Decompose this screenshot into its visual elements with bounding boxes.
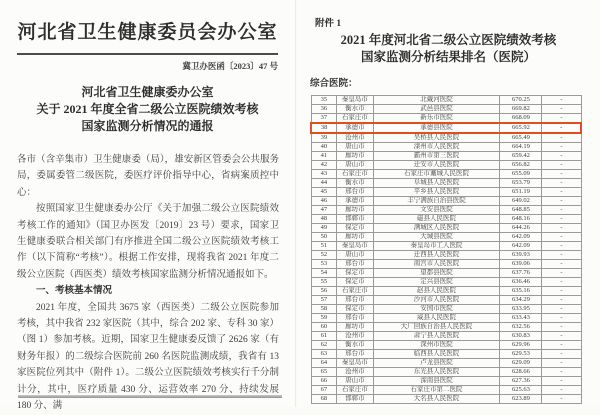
table-cell: 642.09 — [500, 242, 542, 251]
table-cell: 51 — [311, 242, 337, 251]
table-cell: - — [542, 114, 581, 124]
table-cell: 唐山市 — [337, 161, 373, 170]
table-cell: 644.26 — [500, 224, 542, 233]
table-row — [311, 260, 581, 269]
table-cell: 66 — [311, 377, 337, 386]
table-row — [311, 287, 581, 296]
table-cell: 阜城县人民医院 — [373, 179, 500, 188]
table-cell: 保定市 — [337, 224, 373, 233]
table-cell: - — [542, 386, 581, 395]
table-row — [311, 224, 581, 233]
table-cell: 625.63 — [500, 386, 542, 395]
table-row — [311, 96, 581, 105]
table-cell: - — [542, 188, 581, 197]
table-row — [311, 314, 581, 323]
table-cell: 39 — [311, 133, 337, 143]
table-cell: 37 — [311, 114, 337, 124]
table-row — [311, 386, 581, 395]
table-cell: 北戴河医院 — [373, 96, 500, 105]
attachment-page — [297, 0, 600, 407]
table-cell: 636.46 — [500, 278, 542, 287]
recipients-paragraph: 各市（含辛集市）卫生健康委（局），雄安新区管委会公共服务局，委属委管二级医院，委医疗评价指导中心，省病案质控中心： — [17, 155, 279, 198]
table-cell: 沧州市 — [337, 332, 373, 341]
table-cell: 639.93 — [500, 251, 542, 260]
ranking-table — [310, 95, 582, 404]
table-cell: 承德市 — [337, 197, 373, 206]
table-cell: 秦皇岛市 — [337, 359, 373, 368]
table-cell: 665.49 — [500, 133, 542, 143]
table-cell: 67 — [311, 386, 337, 395]
table-cell: 637.76 — [500, 269, 542, 278]
table-cell: 57 — [311, 296, 337, 305]
table-cell: 衡水市 — [337, 341, 373, 350]
table-cell: 赵县人民医院 — [373, 287, 500, 296]
table-cell: 邢台市 — [337, 260, 373, 269]
table-cell: - — [542, 197, 581, 206]
table-cell: 保定市 — [337, 278, 373, 287]
document-number: 冀卫办医函〔2023〕47 号 — [182, 61, 278, 71]
table-cell: 634.29 — [500, 296, 542, 305]
table-cell: 邢台市 — [337, 350, 373, 359]
table-cell: 东光县人民医院 — [373, 368, 500, 377]
table-cell: 邢台市 — [337, 314, 373, 323]
table-cell: 大名县人民医院 — [373, 395, 500, 404]
table-cell: 沙河市人民医院 — [373, 296, 500, 305]
table-row — [311, 251, 581, 260]
table-row — [311, 152, 581, 161]
table-row — [311, 341, 581, 350]
table-row — [311, 368, 581, 377]
table-cell: 65 — [311, 368, 337, 377]
notice-title-line: 河北省卫生健康委办公室 — [81, 85, 214, 99]
table-cell: 石家庄市第二医院 — [373, 386, 500, 395]
table-cell: 文安县医院 — [373, 206, 500, 215]
table-row — [311, 206, 581, 215]
table-row — [311, 233, 581, 242]
table-row — [311, 170, 581, 179]
table-cell: 秦皇岛市工人医院 — [373, 242, 500, 251]
table-cell: 南宫市人民医院 — [373, 260, 500, 269]
table-cell: 沧州市 — [337, 368, 373, 377]
table-row — [311, 242, 581, 251]
table-cell: 保定市 — [337, 305, 373, 314]
table-cell: 47 — [311, 206, 337, 215]
table-cell: 廊坊市 — [337, 206, 373, 215]
table-cell: 655.09 — [500, 170, 542, 179]
body-paragraph: 按照国家卫生健康委办公厅《关于加强二级公立医院绩效考核工作的通知》（国卫办医发〔2019〕23 号）要求，国家卫生健康委联合相关部门有序推进全国二级公立医院绩效考核工作（以下简称“考核”）。根据工作安排，现将我省 2021 年度二级公立医院（西医类）绩效考核国家监测分析情况通报如下。 — [17, 204, 279, 280]
table-cell: 68 — [311, 395, 337, 404]
table-cell: 望都县医院 — [373, 269, 500, 278]
table-cell: 627.36 — [500, 377, 542, 386]
table-cell: 48 — [311, 215, 337, 224]
table-cell: 肃宁县人民医院 — [373, 332, 500, 341]
table-row — [311, 305, 581, 314]
table-cell: 628.66 — [500, 368, 542, 377]
table-cell: - — [542, 224, 581, 233]
table-cell: - — [542, 377, 581, 386]
table-cell: 38 — [311, 123, 337, 133]
table-cell: 滦南县医院 — [373, 377, 500, 386]
table-cell: 45 — [311, 188, 337, 197]
table-cell: 邢台市 — [337, 296, 373, 305]
table-row — [311, 114, 581, 124]
table-cell: 沧州市 — [337, 133, 373, 143]
table-cell: - — [542, 161, 581, 170]
table-cell: 磁县人民医院 — [373, 215, 500, 224]
table-row — [311, 269, 581, 278]
table-row — [311, 179, 581, 188]
table-cell: - — [542, 233, 581, 242]
table-cell: 满城区人民医院 — [373, 224, 500, 233]
table-cell: 石家庄市 — [337, 386, 373, 395]
notice-body — [17, 152, 279, 415]
table-cell: 670.25 — [500, 96, 542, 105]
table-cell: 丰宁满族自治县医院 — [373, 197, 500, 206]
table-cell: - — [542, 287, 581, 296]
table-cell: 石家庄市 — [337, 114, 373, 124]
table-cell: 平乡县人民医院 — [373, 188, 500, 197]
table-cell: 威县人民医院 — [373, 314, 500, 323]
table-cell: - — [542, 96, 581, 105]
section-heading: 一、考核基本情况 — [36, 286, 113, 297]
table-cell: 659.42 — [500, 152, 542, 161]
attachment-title — [297, 32, 600, 66]
body-paragraph: 2021 年度，全国共 3675 家（西医类）二级公立医院参加考核，其中我省 232 家医院（其中，综合 202 家、专科 30 家）（图 1）参加考核。近期，国家卫生健康委反馈了 2626 家（有财务年报）的二级综合医院前 260 名医院监测成绩，我省有 13 家医院位列其中（附件 1）。二级公立医院绩效考核实行千分制计分，其中，医疗质量 430 分、运营效率 270 分、持续发展 180 分、满 — [17, 302, 279, 412]
table-cell: - — [542, 305, 581, 314]
table-cell: 630.83 — [500, 332, 542, 341]
table-row — [311, 197, 581, 206]
table-cell: 临西县人民医院 — [373, 350, 500, 359]
table-cell: - — [542, 395, 581, 404]
table-cell: 深州市医院 — [373, 341, 500, 350]
table-cell: 衡水市 — [337, 179, 373, 188]
notice-title-line: 国家监测分析情况的通报 — [81, 119, 214, 133]
table-cell: 648.85 — [500, 206, 542, 215]
table-cell: 定兴县医院 — [373, 278, 500, 287]
attachment-title-line: 2021 年度河北省二级公立医院绩效考核 — [340, 33, 557, 47]
table-row — [311, 215, 581, 224]
notice-page — [0, 0, 296, 412]
table-cell: 52 — [311, 251, 337, 260]
table-cell: - — [542, 359, 581, 368]
table-section-label: 综合医院： — [310, 79, 358, 89]
table-cell: - — [542, 278, 581, 287]
table-cell: 吴桥县人民医院 — [373, 133, 500, 143]
table-cell: - — [542, 105, 581, 114]
table-cell: 639.06 — [500, 260, 542, 269]
table-cell: - — [542, 260, 581, 269]
table-cell: 唐山市 — [337, 143, 373, 152]
page-footer-rule — [18, 395, 282, 398]
table-cell: 59 — [311, 314, 337, 323]
table-cell: - — [542, 296, 581, 305]
table-cell: - — [542, 242, 581, 251]
table-row — [311, 377, 581, 386]
table-cell: 50 — [311, 233, 337, 242]
table-row — [311, 296, 581, 305]
table-cell: 668.09 — [500, 114, 542, 124]
table-cell: 滦州市人民医院 — [373, 143, 500, 152]
table-cell: 41 — [311, 152, 337, 161]
attachment-label: 附件 1 — [315, 19, 342, 29]
table-cell: 53 — [311, 260, 337, 269]
table-cell: 霸州市第三医院 — [373, 152, 500, 161]
table-cell: 40 — [311, 143, 337, 152]
table-cell: 36 — [311, 105, 337, 114]
table-cell: - — [542, 123, 581, 133]
table-cell: 邢台市 — [337, 188, 373, 197]
table-cell: 669.82 — [500, 105, 542, 114]
table-cell: 秦皇岛市 — [337, 242, 373, 251]
table-cell: 保定市 — [337, 269, 373, 278]
table-row — [311, 105, 581, 114]
table-cell: 石家庄市藁城人民医院 — [373, 170, 500, 179]
table-cell: 35 — [311, 96, 337, 105]
table-cell: 44 — [311, 179, 337, 188]
table-cell: 承德市 — [337, 123, 373, 133]
table-cell: 卢龙县医院 — [373, 359, 500, 368]
table-cell: 629.53 — [500, 350, 542, 359]
table-row — [311, 143, 581, 152]
table-row — [311, 323, 581, 332]
table-cell: - — [542, 179, 581, 188]
table-cell: - — [542, 215, 581, 224]
table-cell: 55 — [311, 278, 337, 287]
table-row — [311, 359, 581, 368]
table-cell: 632.56 — [500, 323, 542, 332]
table-cell: 62 — [311, 341, 337, 350]
table-cell: 石家庄市 — [337, 287, 373, 296]
table-cell: 56 — [311, 287, 337, 296]
table-cell: - — [542, 350, 581, 359]
table-cell: 623.89 — [500, 395, 542, 404]
table-cell: 629.09 — [500, 359, 542, 368]
table-cell: 665.92 — [500, 123, 542, 133]
table-cell: - — [542, 170, 581, 179]
table-cell: 廊坊市 — [337, 323, 373, 332]
table-cell: 54 — [311, 269, 337, 278]
table-cell: 642.09 — [500, 233, 542, 242]
table-cell: 651.19 — [500, 188, 542, 197]
table-cell: 648.16 — [500, 215, 542, 224]
ranking-table-body — [311, 96, 581, 404]
table-cell: 承德县医院 — [373, 123, 500, 133]
table-cell: 49 — [311, 224, 337, 233]
table-cell: 新乐市医院 — [373, 114, 500, 124]
table-row — [311, 123, 581, 133]
table-row — [311, 188, 581, 197]
table-cell: 46 — [311, 197, 337, 206]
table-cell: - — [542, 368, 581, 377]
table-cell: 衡水市 — [337, 105, 373, 114]
table-cell: - — [542, 269, 581, 278]
table-cell: - — [542, 133, 581, 143]
table-cell: 42 — [311, 161, 337, 170]
table-cell: 63 — [311, 350, 337, 359]
table-row — [311, 395, 581, 404]
table-cell: 43 — [311, 170, 337, 179]
table-cell: 656.82 — [500, 161, 542, 170]
table-cell: - — [542, 314, 581, 323]
table-cell: 迁西县人民医院 — [373, 251, 500, 260]
attachment-title-line: 国家监测分析结果排名（医院） — [360, 50, 536, 64]
table-cell: 廊坊市 — [337, 152, 373, 161]
table-cell: 武邑县医院 — [373, 105, 500, 114]
table-cell: 61 — [311, 332, 337, 341]
table-cell: 58 — [311, 305, 337, 314]
letterhead-divider — [17, 53, 278, 55]
table-cell: 大厂回族自治县人民医院 — [373, 323, 500, 332]
table-cell: 635.16 — [500, 287, 542, 296]
table-cell: 64 — [311, 359, 337, 368]
table-row — [311, 133, 581, 143]
table-cell: 唐山市 — [337, 377, 373, 386]
notice-title — [0, 84, 295, 135]
table-cell: 邯郸市 — [337, 395, 373, 404]
table-row — [311, 350, 581, 359]
table-cell: 649.02 — [500, 197, 542, 206]
table-cell: 633.95 — [500, 305, 542, 314]
table-cell: 石家庄市 — [337, 170, 373, 179]
table-cell: - — [542, 323, 581, 332]
table-cell: 秦皇岛市 — [337, 96, 373, 105]
table-cell: 大城县医院 — [373, 233, 500, 242]
table-cell: 迁安市人民医院 — [373, 161, 500, 170]
table-cell: - — [542, 152, 581, 161]
table-cell: 664.19 — [500, 143, 542, 152]
table-cell: - — [542, 251, 581, 260]
table-row — [311, 278, 581, 287]
notice-title-line: 关于 2021 年度全省二级公立医院绩效考核 — [36, 102, 259, 116]
table-cell: 安国市医院 — [373, 305, 500, 314]
table-cell: 邯郸市 — [337, 215, 373, 224]
table-row — [311, 332, 581, 341]
table-cell: - — [542, 143, 581, 152]
table-row — [311, 161, 581, 170]
table-cell: 唐山市 — [337, 251, 373, 260]
table-cell: 653.79 — [500, 179, 542, 188]
table-cell: 廊坊市 — [337, 233, 373, 242]
table-cell: - — [542, 332, 581, 341]
letterhead-title: 河北省卫生健康委员会办公室 — [17, 22, 278, 43]
table-cell: - — [542, 341, 581, 350]
table-cell: - — [542, 206, 581, 215]
table-cell: 629.96 — [500, 341, 542, 350]
table-cell: 60 — [311, 323, 337, 332]
table-cell: 633.43 — [500, 314, 542, 323]
